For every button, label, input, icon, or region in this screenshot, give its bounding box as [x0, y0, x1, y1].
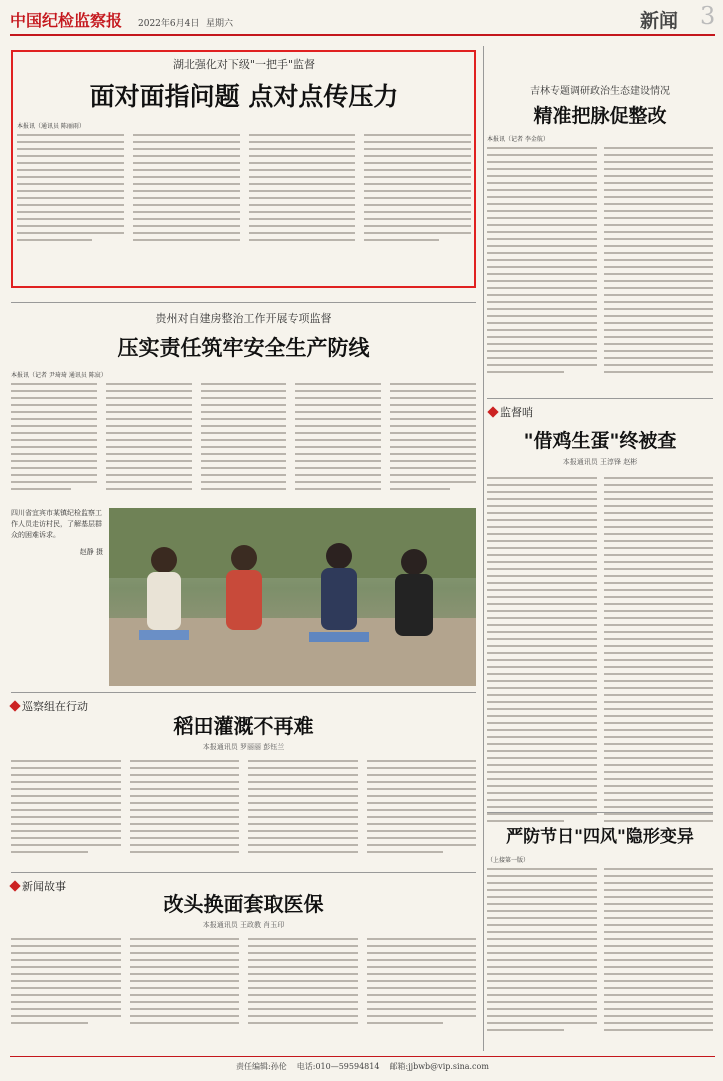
article-2 [487, 82, 713, 373]
article-4-headline: "借鸡生蛋"终被查 [523, 430, 677, 452]
article-7-byline: 本报通讯员 王政教 肖玉印 [202, 921, 285, 929]
article-2-headline: 精准把脉促整改 [533, 105, 667, 127]
article-7 [11, 888, 476, 1024]
article-1 [17, 56, 471, 241]
issue-date: 2022年6月4日 [138, 19, 200, 29]
article-3-lead: 本报讯（记者 尹琦琦 通讯员 陈宸） [11, 372, 107, 379]
article-1-lead: 本报讯（通讯员 陈丽雨） [17, 123, 85, 130]
photographer-credit: 赵静 摄 [79, 548, 103, 556]
section-tag-supervision [489, 404, 533, 420]
article-5-byline: 本报通讯员 罗丽丽 彭钰兰 [202, 743, 285, 751]
footer-editor: 责任编辑:孙伦 [236, 1062, 287, 1071]
photo-caption: 四川省宜宾市某镇纪检监察工作人员走访村民，了解基层群众的困难诉求。 [11, 509, 102, 539]
article-6-label: （上接第一版） [487, 857, 530, 864]
section-tag-patrol-label: 巡察组在行动 [22, 700, 88, 713]
article-6 [487, 822, 713, 1031]
article-4 [487, 426, 713, 822]
article-6-headline: 严防节日"四风"隐形变异 [506, 827, 694, 847]
news-photo [109, 508, 476, 686]
section-tag-supervision-label: 监督哨 [500, 406, 533, 419]
page-number: 3 [700, 2, 716, 30]
footer-email: 邮箱:jjbwb@vip.sina.com [389, 1062, 489, 1071]
section-tag-news-story-label: 新闻故事 [22, 880, 66, 893]
article-5 [11, 710, 476, 853]
article-4-byline: 本报通讯员 王淳锋 赵彬 [562, 458, 638, 466]
article-2-subtitle: 吉林专题调研政治生态建设情况 [530, 86, 670, 97]
paper-name: 中国纪检监察报 [10, 11, 123, 30]
article-1-subtitle: 湖北强化对下级"一把手"监督 [172, 58, 316, 71]
photo-illustration [109, 508, 476, 686]
article-7-headline: 改头换面套取医保 [163, 892, 324, 916]
article-3 [11, 310, 476, 490]
masthead [10, 2, 716, 36]
footer-phone: 电话:010—59594814 [296, 1062, 380, 1071]
article-3-headline: 压实责任筑牢安全生产防线 [117, 335, 370, 360]
section-marker-icon [487, 406, 498, 417]
issue-weekday: 星期六 [206, 19, 234, 29]
section-name: 新闻 [640, 10, 679, 32]
photo-caption-box [11, 508, 103, 686]
article-5-headline: 稻田灌溉不再难 [173, 714, 314, 738]
footer [10, 1056, 715, 1076]
article-2-lead: 本报讯（记者 李金航） [487, 136, 549, 143]
article-1-headline: 面对面指问题 点对点传压力 [89, 82, 399, 111]
article-3-subtitle: 贵州对自建房整治工作开展专项监督 [155, 312, 332, 325]
